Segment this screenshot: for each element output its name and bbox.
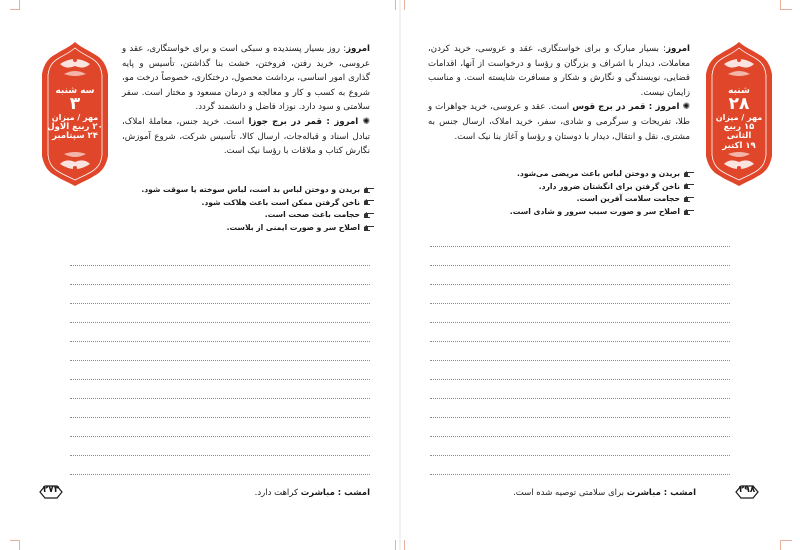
badge-day: ۲۸ [728,94,750,115]
moon-text: است. خرید جنس، معاملهٔ املاک، تبادل اسناد و قباله‌جات، ارسال کالا، تأسیس شرکت، شروع آموزش، نگارش کتاب و ملاقات با رؤسا نیک است. [122,116,370,157]
moon-text: است. عقد و عروسی، خرید جواهرات و طلا، تفریحات و سرگرمی و شادی، سفر، خرید املاک، ارسال جنس به مشتری، نقل و انتقال، دیدار با دوستان و رؤسا و آغاز بنا نیک است. [428,102,690,142]
badge-month: مهر / میزان [51,113,99,123]
moon-prefix: امروز : قمر در برج [598,102,680,113]
list-item: حجامت سلامت آفرین است. [426,193,694,206]
pointing-hand-icon [684,171,694,178]
date-badge [702,40,776,188]
tonight-note [430,488,696,498]
page-spine [399,0,401,550]
crop-mark [780,540,792,541]
tonight-label: امشب : مباشرت [300,488,370,498]
today-label: امروز [346,44,370,54]
list-item: اصلاح سر و صورت ایمنی از بلاست. [110,222,374,235]
moon-sign: قوس [572,102,596,113]
badge-hijri-date: ۲۰ ربیع الاول [47,121,103,132]
badge-weekday: شنبه [728,86,750,96]
pointing-hand-icon [684,196,694,203]
badge-hijri-date: ۱۵ ربیع الثانی [723,121,755,142]
moon-prefix: امروز : قمر در برج [272,116,359,127]
crop-mark [19,540,20,550]
badge-gregorian-date: ۱۹ اکتبر [722,141,756,152]
list-item: اصلاح سر و صورت سبب سرور و شادی است. [426,206,694,219]
tonight-text: کراهت دارد. [254,488,299,498]
pointing-hand-icon [364,199,374,206]
page-number: ۲۷۳ [36,484,66,500]
date-badge [38,40,112,188]
crop-mark [780,9,792,10]
tonight-label: امشب : مباشرت [626,488,696,498]
pointing-hand-icon [684,183,694,190]
list-item: بریدن و دوختن لباس بد است، لباس سوخته یا سوقت شود. [110,184,374,197]
today-label: امروز [666,44,690,54]
pointing-hand-icon [364,187,374,194]
sun-icon: ✺ [362,116,370,127]
crop-mark [404,0,405,10]
intro-text: : بسیار مبارک و برای خواستگاری، عقد و عروسی، خرید کردن، معاملات، دیدار با اشراف و بزرگان و رؤسا و درخواست از آنها، اقدامات قضایی، نویسندگی و نگارش و شکار و مسافرت شایسته است. و مناسب زایمان نیست. [428,44,690,98]
note-lines [430,228,730,475]
badge-gregorian-date: ۲۴ سپتامبر [52,131,98,142]
crop-mark [780,0,781,10]
list-item: ناخن گرفتن ممکن است باعث هلاکت شود. [110,197,374,210]
list-item: بریدن و دوختن لباس باعث مریضی می‌شود. [426,168,694,181]
badge-month: مهر / میزان [715,113,763,123]
tonight-note [120,488,370,498]
list-item: حجامت باعث صحت است. [110,209,374,222]
right-page [400,0,800,550]
intro-text: : روز بسیار پسندیده و سبکی است و برای خواستگاری، عقد و عروسی، خرید رفتن، فروختن، خشت بنا گذاشتن، تأسیس و پایه گذاری امور اساسی، برداشت محصول، درختکاری، خصوصاً درخت مو، شروع به کسب و کار و معالجه و درمان مسعود و مختار است. سفر سلامتی و سود دارد. نوزاد فاضل و دانشمند گردد. [122,44,370,113]
badge-day: ۳ [69,94,81,115]
crop-mark [780,540,781,550]
pointing-hand-icon [684,209,694,216]
moon-sign: جوزا [248,116,268,127]
day-description [122,42,370,159]
pointing-hand-icon [364,212,374,219]
crop-mark [19,0,20,10]
list-item: ناخن گرفتن برای انگشتان ضرور دارد. [426,181,694,194]
page-number: ۲۹۸ [732,484,762,500]
tonight-text: برای سلامتی توصیه شده است. [513,488,625,498]
sun-icon: ✺ [682,102,691,113]
note-lines [70,247,370,475]
crop-mark [395,540,396,550]
badge-weekday: سه شنبه [55,86,95,96]
day-description [428,42,690,144]
crop-mark [395,0,396,10]
crop-mark [404,540,405,550]
notes-list [426,168,694,218]
notes-list [110,184,374,234]
pointing-hand-icon [364,225,374,232]
